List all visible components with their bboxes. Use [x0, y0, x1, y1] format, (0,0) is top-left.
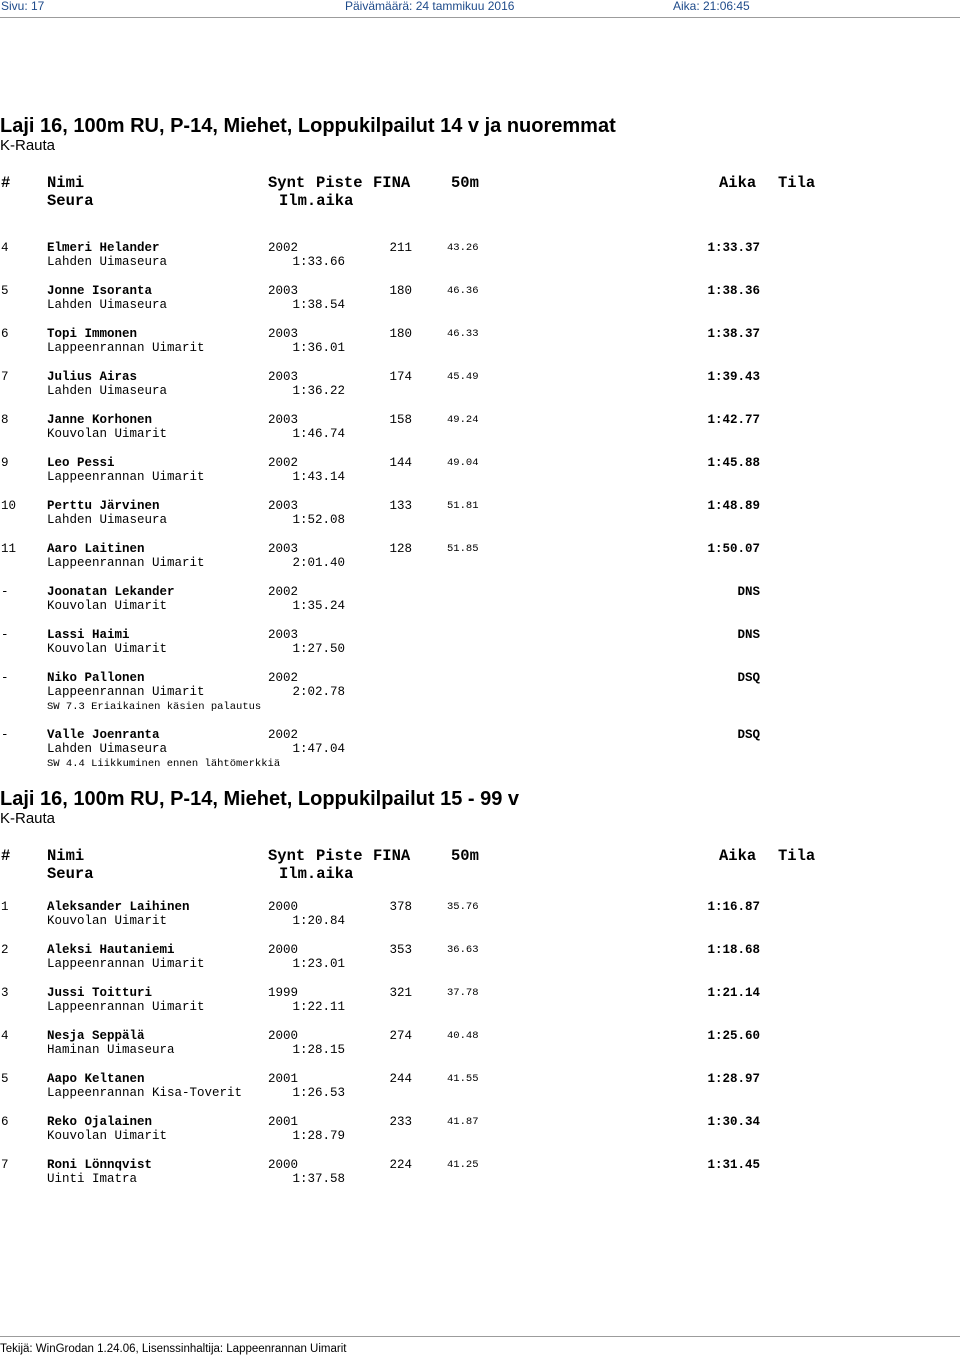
fina-points: 321: [389, 986, 412, 1000]
column-header-piste: Piste: [316, 174, 363, 192]
birth-year: 2000: [268, 943, 299, 957]
entry-time: 1:36.01: [292, 341, 345, 355]
swimmer-name: Jonne Isoranta: [47, 284, 153, 298]
event-sponsor: K-Rauta: [0, 137, 56, 154]
fina-points: 224: [389, 1158, 412, 1172]
rank: 7: [1, 1158, 9, 1172]
fina-points: 211: [389, 241, 412, 255]
column-header-time: Aika: [719, 847, 757, 865]
column-header-synt: Synt: [268, 174, 306, 192]
entry-time: 1:35.24: [292, 599, 345, 613]
club-name: Kouvolan Uimarit: [47, 599, 168, 613]
column-header-status: Tila: [778, 174, 816, 192]
final-time: 1:48.89: [707, 499, 760, 513]
fina-points: 158: [389, 413, 412, 427]
column-header-club: Seura: [47, 865, 94, 883]
final-time: 1:31.45: [707, 1158, 760, 1172]
entry-time: 1:47.04: [292, 742, 345, 756]
final-time: 1:25.60: [707, 1029, 760, 1043]
column-header-name: Nimi: [47, 847, 85, 865]
event-sponsor: K-Rauta: [0, 810, 56, 827]
birth-year: 2002: [268, 671, 299, 685]
birth-year: 2003: [268, 628, 299, 642]
rank: 7: [1, 370, 9, 384]
column-header-piste: Piste: [316, 847, 363, 865]
rank: 9: [1, 456, 9, 470]
event-title: Laji 16, 100m RU, P-14, Miehet, Loppukilpailut 14 v ja nuoremmat: [0, 115, 616, 137]
birth-year: 2002: [268, 456, 299, 470]
club-name: Lappeenrannan Uimarit: [47, 556, 205, 570]
entry-time: 1:28.79: [292, 1129, 345, 1143]
swimmer-name: Aaro Laitinen: [47, 542, 145, 556]
entry-time: 1:43.14: [292, 470, 345, 484]
fina-points: 180: [389, 327, 412, 341]
fina-points: 180: [389, 284, 412, 298]
final-time: 1:30.34: [707, 1115, 760, 1129]
club-name: Kouvolan Uimarit: [47, 427, 168, 441]
birth-year: 1999: [268, 986, 299, 1000]
column-header-entry: Ilm.aika: [279, 192, 354, 210]
swimmer-name: Valle Joenranta: [47, 728, 160, 742]
entry-time: 1:28.15: [292, 1043, 345, 1057]
final-time: 1:18.68: [707, 943, 760, 957]
swimmer-name: Aleksander Laihinen: [47, 900, 190, 914]
entry-time: 2:01.40: [292, 556, 345, 570]
final-time: 1:33.37: [707, 241, 760, 255]
split-50m: 41.25: [447, 1159, 479, 1171]
final-time: DSQ: [737, 671, 760, 685]
rank: 5: [1, 1072, 9, 1086]
split-50m: 40.48: [447, 1030, 479, 1042]
rank: 3: [1, 986, 9, 1000]
swimmer-name: Roni Lönnqvist: [47, 1158, 153, 1172]
birth-year: 2000: [268, 1158, 299, 1172]
column-header-split: 50m: [451, 174, 479, 192]
swimmer-name: Niko Pallonen: [47, 671, 145, 685]
rank: 8: [1, 413, 9, 427]
swimmer-name: Topi Immonen: [47, 327, 138, 341]
club-name: Uinti Imatra: [47, 1172, 138, 1186]
split-50m: 46.36: [447, 285, 479, 297]
final-time: DSQ: [737, 728, 760, 742]
split-50m: 49.04: [447, 457, 479, 469]
fina-points: 128: [389, 542, 412, 556]
birth-year: 2003: [268, 327, 299, 341]
print-time: Aika: 21:06:45: [673, 0, 750, 13]
birth-year: 2002: [268, 241, 299, 255]
swimmer-name: Lassi Haimi: [47, 628, 130, 642]
page-number: Sivu: 17: [1, 0, 45, 13]
entry-time: 1:20.84: [292, 914, 345, 928]
final-time: 1:39.43: [707, 370, 760, 384]
birth-year: 2003: [268, 542, 299, 556]
split-50m: 43.26: [447, 242, 479, 254]
column-header-rank: #: [1, 847, 11, 865]
birth-year: 2003: [268, 370, 299, 384]
swimmer-name: Aapo Keltanen: [47, 1072, 145, 1086]
rank: -: [1, 728, 9, 742]
entry-time: 1:22.11: [292, 1000, 345, 1014]
entry-time: 2:02.78: [292, 685, 345, 699]
swimmer-name: Jussi Toitturi: [47, 986, 153, 1000]
club-name: Haminan Uimaseura: [47, 1043, 175, 1057]
final-time: 1:50.07: [707, 542, 760, 556]
club-name: Lahden Uimaseura: [47, 384, 168, 398]
club-name: Kouvolan Uimarit: [47, 642, 168, 656]
club-name: Lahden Uimaseura: [47, 513, 168, 527]
rank: -: [1, 671, 9, 685]
split-50m: 51.81: [447, 500, 479, 512]
club-name: Kouvolan Uimarit: [47, 1129, 168, 1143]
club-name: Lappeenrannan Uimarit: [47, 341, 205, 355]
swimmer-name: Julius Airas: [47, 370, 138, 384]
birth-year: 2000: [268, 1029, 299, 1043]
fina-points: 174: [389, 370, 412, 384]
header-rule: [0, 17, 960, 18]
birth-year: 2002: [268, 728, 299, 742]
birth-year: 2000: [268, 900, 299, 914]
column-header-club: Seura: [47, 192, 94, 210]
split-50m: 41.55: [447, 1073, 479, 1085]
rank: 10: [1, 499, 17, 513]
club-name: Lappeenrannan Uimarit: [47, 470, 205, 484]
birth-year: 2001: [268, 1115, 299, 1129]
split-50m: 45.49: [447, 371, 479, 383]
birth-year: 2003: [268, 499, 299, 513]
column-header-name: Nimi: [47, 174, 85, 192]
entry-time: 1:33.66: [292, 255, 345, 269]
swimmer-name: Aleksi Hautaniemi: [47, 943, 175, 957]
split-50m: 49.24: [447, 414, 479, 426]
split-50m: 37.78: [447, 987, 479, 999]
rank: -: [1, 628, 9, 642]
entry-time: 1:52.08: [292, 513, 345, 527]
final-time: 1:16.87: [707, 900, 760, 914]
entry-time: 1:37.58: [292, 1172, 345, 1186]
column-header-synt: Synt: [268, 847, 306, 865]
swimmer-name: Elmeri Helander: [47, 241, 160, 255]
swimmer-name: Reko Ojalainen: [47, 1115, 153, 1129]
page-footer: Tekijä: WinGrodan 1.24.06, Lisenssinhaltija: Lappeenrannan Uimarit: [0, 1343, 347, 1355]
fina-points: 353: [389, 943, 412, 957]
column-header-entry: Ilm.aika: [279, 865, 354, 883]
event-title: Laji 16, 100m RU, P-14, Miehet, Loppukilpailut 15 - 99 v: [0, 788, 520, 810]
club-name: Lahden Uimaseura: [47, 298, 168, 312]
page-header: [0, 0, 960, 12]
final-time: DNS: [737, 585, 760, 599]
column-header-time: Aika: [719, 174, 757, 192]
rank: 4: [1, 1029, 9, 1043]
birth-year: 2003: [268, 284, 299, 298]
split-50m: 35.76: [447, 901, 479, 913]
swimmer-name: Leo Pessi: [47, 456, 115, 470]
fina-points: 244: [389, 1072, 412, 1086]
final-time: 1:38.36: [707, 284, 760, 298]
swimmer-name: Joonatan Lekander: [47, 585, 175, 599]
split-50m: 46.33: [447, 328, 479, 340]
birth-year: 2001: [268, 1072, 299, 1086]
swimmer-name: Janne Korhonen: [47, 413, 153, 427]
disqualification-note: SW 4.4 Liikkuminen ennen lähtömerkkiä: [47, 758, 281, 770]
club-name: Lappeenrannan Kisa-Toverit: [47, 1086, 243, 1100]
fina-points: 144: [389, 456, 412, 470]
birth-year: 2002: [268, 585, 299, 599]
final-time: DNS: [737, 628, 760, 642]
entry-time: 1:36.22: [292, 384, 345, 398]
birth-year: 2003: [268, 413, 299, 427]
column-header-fina: FINA: [373, 174, 411, 192]
split-50m: 41.87: [447, 1116, 479, 1128]
final-time: 1:38.37: [707, 327, 760, 341]
club-name: Lappeenrannan Uimarit: [47, 685, 205, 699]
rank: 4: [1, 241, 9, 255]
split-50m: 51.85: [447, 543, 479, 555]
swimmer-name: Nesja Seppälä: [47, 1029, 145, 1043]
footer-rule: [0, 1336, 960, 1337]
swimmer-name: Perttu Järvinen: [47, 499, 160, 513]
entry-time: 1:26.53: [292, 1086, 345, 1100]
entry-time: 1:27.50: [292, 642, 345, 656]
disqualification-note: SW 7.3 Eriaikainen käsien palautus: [47, 701, 262, 713]
fina-points: 133: [389, 499, 412, 513]
rank: 6: [1, 1115, 9, 1129]
entry-time: 1:23.01: [292, 957, 345, 971]
fina-points: 274: [389, 1029, 412, 1043]
club-name: Lahden Uimaseura: [47, 255, 168, 269]
fina-points: 378: [389, 900, 412, 914]
final-time: 1:42.77: [707, 413, 760, 427]
rank: 1: [1, 900, 9, 914]
column-header-split: 50m: [451, 847, 479, 865]
print-date: Päivämäärä: 24 tammikuu 2016: [345, 0, 515, 13]
club-name: Lappeenrannan Uimarit: [47, 1000, 205, 1014]
club-name: Lappeenrannan Uimarit: [47, 957, 205, 971]
final-time: 1:21.14: [707, 986, 760, 1000]
split-50m: 36.63: [447, 944, 479, 956]
entry-time: 1:46.74: [292, 427, 345, 441]
club-name: Lahden Uimaseura: [47, 742, 168, 756]
club-name: Kouvolan Uimarit: [47, 914, 168, 928]
column-header-status: Tila: [778, 847, 816, 865]
final-time: 1:28.97: [707, 1072, 760, 1086]
rank: 11: [1, 542, 17, 556]
rank: 6: [1, 327, 9, 341]
entry-time: 1:38.54: [292, 298, 345, 312]
fina-points: 233: [389, 1115, 412, 1129]
final-time: 1:45.88: [707, 456, 760, 470]
column-header-rank: #: [1, 174, 11, 192]
rank: -: [1, 585, 9, 599]
column-header-fina: FINA: [373, 847, 411, 865]
rank: 5: [1, 284, 9, 298]
rank: 2: [1, 943, 9, 957]
